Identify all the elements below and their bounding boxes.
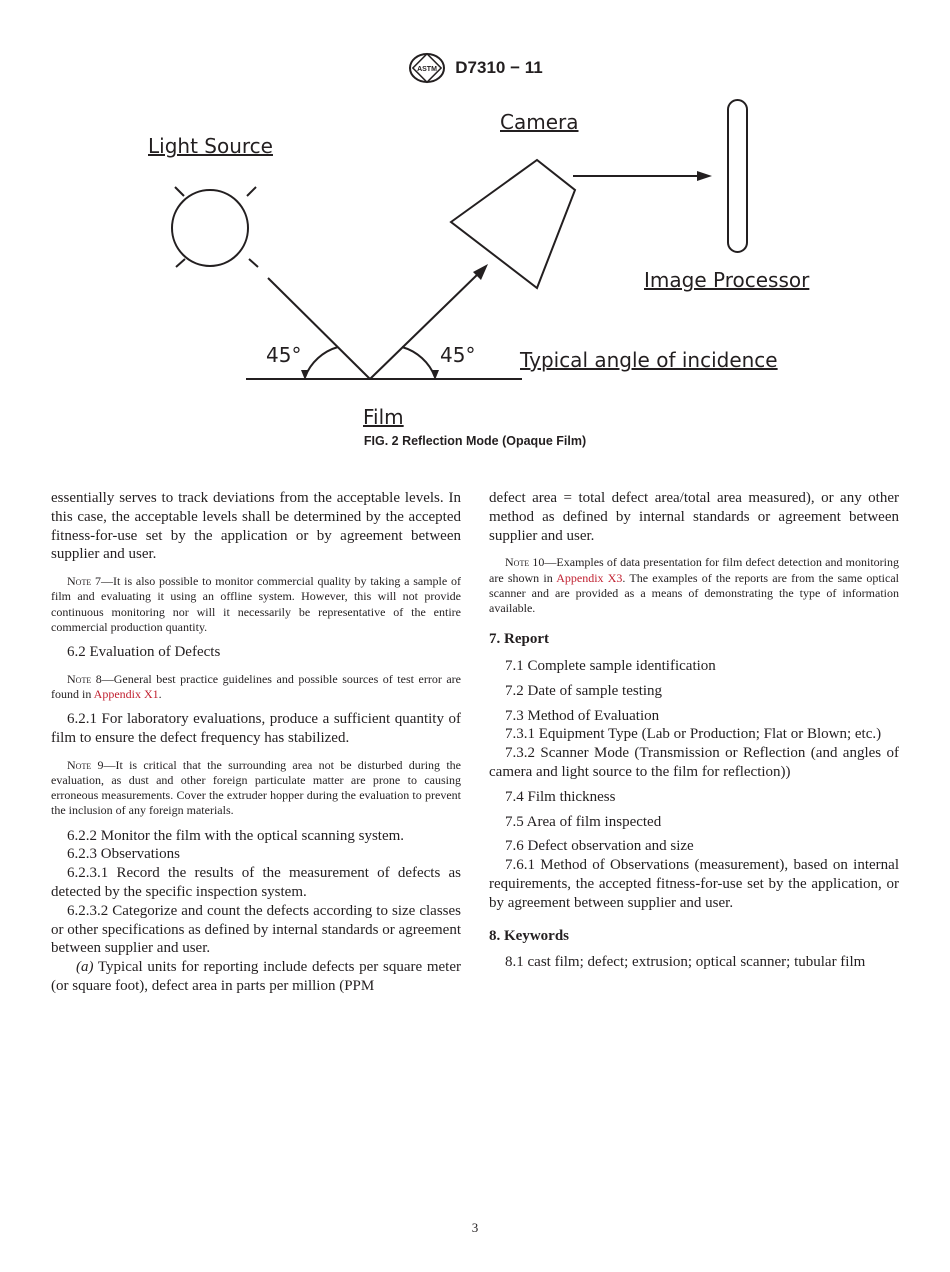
left-column — [51, 489, 461, 996]
appendix-x1-link[interactable]: Appendix X1 — [93, 687, 159, 701]
section-6-2-3-2: 6.2.3.2 Categorize and count the defects according to size classes or other specifications as defined by internal standards or agreement between supplier and user. — [51, 902, 461, 957]
angle-right-label: 45° — [440, 343, 476, 367]
section-7-3: 7.3 Method of Evaluation — [505, 707, 660, 724]
note-10 — [489, 555, 899, 616]
section-6-2-3: 6.2.3 Observations — [67, 846, 180, 863]
appendix-x3-link[interactable]: Appendix X3 — [556, 570, 623, 585]
note-end: . The examples of the reports are from the same optical scanner and are provided as a means of demonstrating the type of information available. — [489, 570, 899, 615]
section-8-1: 8.1 cast film; defect; extrusion; optical scanner; tubular film — [505, 954, 866, 971]
incidence-label: Typical angle of incidence — [520, 348, 778, 372]
camera-label: Camera — [500, 110, 579, 134]
section-6-2-1: 6.2.1 For laboratory evaluations, produce a sufficient quantity of film to ensure the defect frequency has stabilized. — [51, 711, 461, 746]
note-text: —Examples of data presentation for film defect detection and monitoring are shown in — [489, 555, 899, 585]
logo-text: ASTM — [417, 66, 438, 73]
angle-left-label: 45° — [266, 343, 302, 367]
paragraph-continuation: defect area = total defect area/total area measured), or any other method as defined by internal standards or agreement between supplier and user. — [489, 490, 899, 544]
section-7-6-1: 7.6.1 Method of Observations (measurement), based on internal requirements, the accepted fitness-for-use set by the application, or by agreement between supplier and user. — [489, 857, 899, 911]
paragraph-continuation: essentially serves to track deviations from the acceptable levels. In this case, the acceptable levels shall be determined by the accepted fitness-for-use set by the application or by agreement between supplier and user. — [51, 490, 461, 563]
angle-arc-right — [402, 347, 435, 377]
section-7-5: 7.5 Area of film inspected — [505, 813, 662, 830]
section-heading-report: 7. Report — [489, 631, 549, 648]
section-6-2-2: 6.2.2 Monitor the film with the optical scanning system. — [67, 827, 405, 844]
section-7-4: 7.4 Film thickness — [505, 788, 616, 805]
light-source-label: Light Source — [148, 134, 273, 158]
note-9 — [51, 758, 461, 819]
section-7-1: 7.1 Complete sample identification — [505, 658, 716, 674]
section-a — [51, 958, 461, 996]
note-text: —It is also possible to monitor commercial quality by taking a sample of film and evaluating it using an offline system. However, this will not provide continuous monitoring nor will it necessarily be representative of the entire commercial production quantity. — [51, 574, 461, 634]
section-6-2-3-1: 6.2.3.1 Record the results of the measurement of defects as detected by the specific inspection system. — [51, 865, 461, 900]
note-end: . — [158, 687, 162, 701]
section-6-2: 6.2 Evaluation of Defects — [67, 644, 221, 660]
right-column — [489, 489, 899, 978]
film-label: Film — [363, 405, 404, 429]
camera-icon — [451, 160, 575, 288]
note-text: —General best practice guidelines and possible sources of test error are found in — [51, 671, 462, 701]
document-designation: D7310 − 11 — [455, 58, 543, 77]
light-source-icon — [172, 190, 248, 266]
page-number: 3 — [471, 1220, 479, 1235]
angle-arc-left — [305, 347, 338, 377]
item-text: Typical units for reporting include defects per square meter (or square foot), defect area in parts per million (PPM — [51, 959, 461, 994]
item-label: (a) — [76, 959, 94, 976]
section-7-6: 7.6 Defect observation and size — [505, 838, 694, 855]
note-label: Note 9 — [67, 757, 104, 772]
note-8 — [51, 672, 461, 702]
section-heading-keywords: 8. Keywords — [489, 927, 569, 944]
figure-caption: FIG. 2 Reflection Mode (Opaque Film) — [363, 434, 587, 448]
note-label: Note 10 — [505, 555, 545, 570]
note-text: —It is critical that the surrounding area not be disturbed during the evaluation, as dust and other foreign particulate matter are prone to causing erroneous measurements. Cover the extruder hopper during the evaluation to prevent the inclusion of any foreign materials. — [51, 757, 461, 818]
reflection-mode-figure — [0, 0, 950, 430]
image-processor-icon — [728, 100, 747, 252]
image-processor-label: Image Processor — [644, 268, 810, 292]
section-7-2: 7.2 Date of sample testing — [505, 682, 663, 699]
note-label: Note 8 — [67, 671, 102, 686]
section-7-3-1: 7.3.1 Equipment Type (Lab or Production; Flat or Blown; etc.) — [505, 726, 882, 743]
note-7 — [51, 574, 461, 635]
note-label: Note 7 — [67, 574, 101, 589]
section-7-3-2: 7.3.2 Scanner Mode (Transmission or Reflection (and angles of camera and light source to the film for reflection)) — [489, 745, 899, 780]
